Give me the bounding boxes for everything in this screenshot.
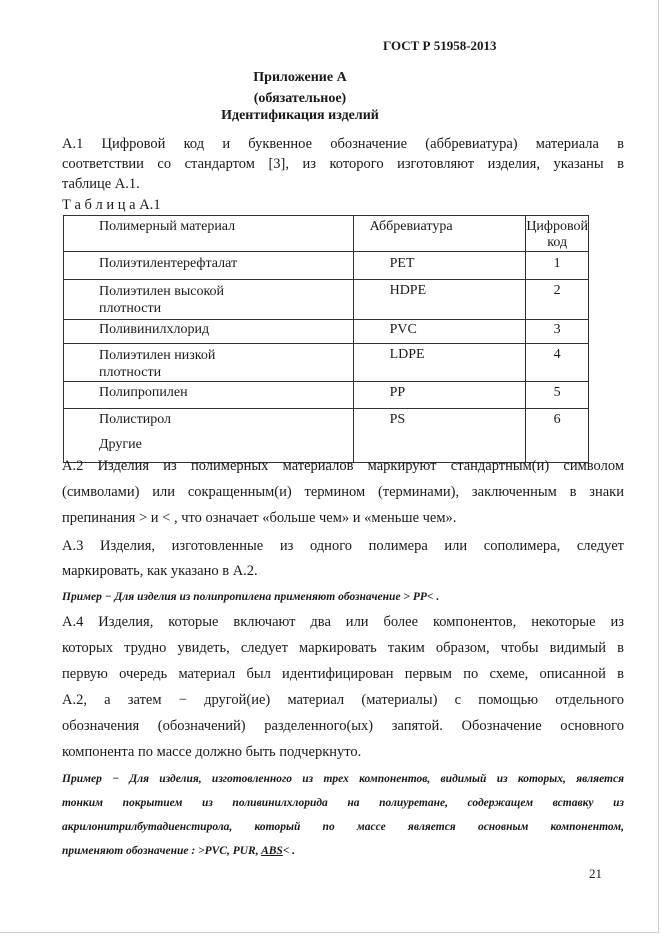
section-a1-line2: соответствии со стандартом [3], из которого изготовляют изделия, указаны в <box>62 156 624 172</box>
table-header-row <box>64 216 589 252</box>
row-code: 6 <box>526 409 589 463</box>
example-2-line3: акрилонитрилбутадиенстирола, который по массе является основным компонентом, <box>62 821 624 833</box>
example-2-underlined-abs: ABS <box>261 845 283 857</box>
section-a3-line1: А.3 Изделия, изготовленные из одного полимера или сополимера, следует <box>62 538 624 554</box>
example-2-line2: тонким покрытием из поливинилхлорида на полиуретане, содержащем вставку из <box>62 797 624 809</box>
example-2-line4 <box>62 845 295 857</box>
row-code: 5 <box>526 382 589 409</box>
table-row <box>64 344 589 382</box>
table-row <box>64 409 589 463</box>
section-a2-line3: препинания > и < , что означает «больше чем» и «меньше чем». <box>62 510 457 526</box>
section-a4-line3: первую очередь материал был идентифицирован первым по схеме, описанной в <box>62 666 624 682</box>
table-caption: Т а б л и ц а А.1 <box>62 197 161 213</box>
row-material <box>64 344 354 382</box>
example-1: Пример − Для изделия из полипропилена применяют обозначение > PP< . <box>62 591 440 603</box>
table-row <box>64 252 589 280</box>
section-a3-line2: маркировать, как указано в А.2. <box>62 563 258 579</box>
row-abbr: PVC <box>353 320 526 344</box>
row-material-line1: Полиэтилен низкой <box>99 348 216 363</box>
row-material: Полиэтилентерефталат <box>64 252 354 280</box>
header-material: Полимерный материал <box>64 216 354 252</box>
row-material-line2: Другие <box>99 437 142 452</box>
section-a4-line4: А.2, а затем − другой(ие) материал (материалы) с помощью отдельного <box>62 692 624 708</box>
table-row <box>64 382 589 409</box>
section-a2-line1: А.2 Изделия из полимерных материалов маркируют стандартным(и) символом <box>62 458 624 474</box>
row-material: Полипропилен <box>64 382 354 409</box>
table-row <box>64 280 589 320</box>
row-abbr: PET <box>353 252 526 280</box>
section-a4-line5: обозначения (обозначений) разделенного(ых) запятой. Обозначение основного <box>62 718 624 734</box>
section-a1-line1: А.1 Цифровой код и буквенное обозначение (аббревиатура) материала в <box>62 136 624 152</box>
section-a1-line3: таблице А.1. <box>62 176 140 192</box>
standard-code: ГОСТ Р 51958-2013 <box>383 38 497 53</box>
row-code: 4 <box>526 344 589 382</box>
row-material <box>64 409 354 463</box>
row-code: 1 <box>526 252 589 280</box>
section-a4-line1: А.4 Изделия, которые включают два или более компонентов, некоторые из <box>62 614 624 630</box>
appendix-title: Приложение А <box>253 70 347 85</box>
row-abbr: PS <box>353 409 526 463</box>
row-material-line1: Полиэтилен высокой <box>99 284 225 299</box>
table-row <box>64 320 589 344</box>
example-2-line4-prefix: применяют обозначение : >PVC, PUR, <box>62 845 262 857</box>
row-material: Поливинилхлорид <box>64 320 354 344</box>
row-abbr: HDPE <box>353 280 526 320</box>
section-a4-line2: которых трудно увидеть, следует маркировать таким образом, чтобы видимый в <box>62 640 624 656</box>
row-code: 2 <box>526 280 589 320</box>
row-material <box>64 280 354 320</box>
row-code: 3 <box>526 320 589 344</box>
row-abbr: PP <box>353 382 526 409</box>
materials-table <box>63 215 589 463</box>
example-2-line4-suffix: < . <box>282 845 296 857</box>
page-number: 21 <box>589 866 602 881</box>
header-abbr: Аббревиатура <box>353 216 526 252</box>
row-material-line1: Полистирол <box>99 412 172 427</box>
section-a4-line6: компонента по массе должно быть подчеркнуто. <box>62 744 362 760</box>
row-material-line2: плотности <box>99 365 162 380</box>
example-2-line1: Пример − Для изделия, изготовленного из трех компонентов, видимый из которых, является <box>62 773 624 785</box>
appendix-subtitle: Идентификация изделий <box>221 108 379 123</box>
header-code: Цифровой код <box>526 216 589 252</box>
row-abbr: LDPE <box>353 344 526 382</box>
row-material-line2: плотности <box>99 301 162 316</box>
appendix-status: (обязательное) <box>253 91 347 106</box>
section-a2-line2: (символами) или сокращенным(и) термином (терминами), заключенным в знаки <box>62 484 624 500</box>
